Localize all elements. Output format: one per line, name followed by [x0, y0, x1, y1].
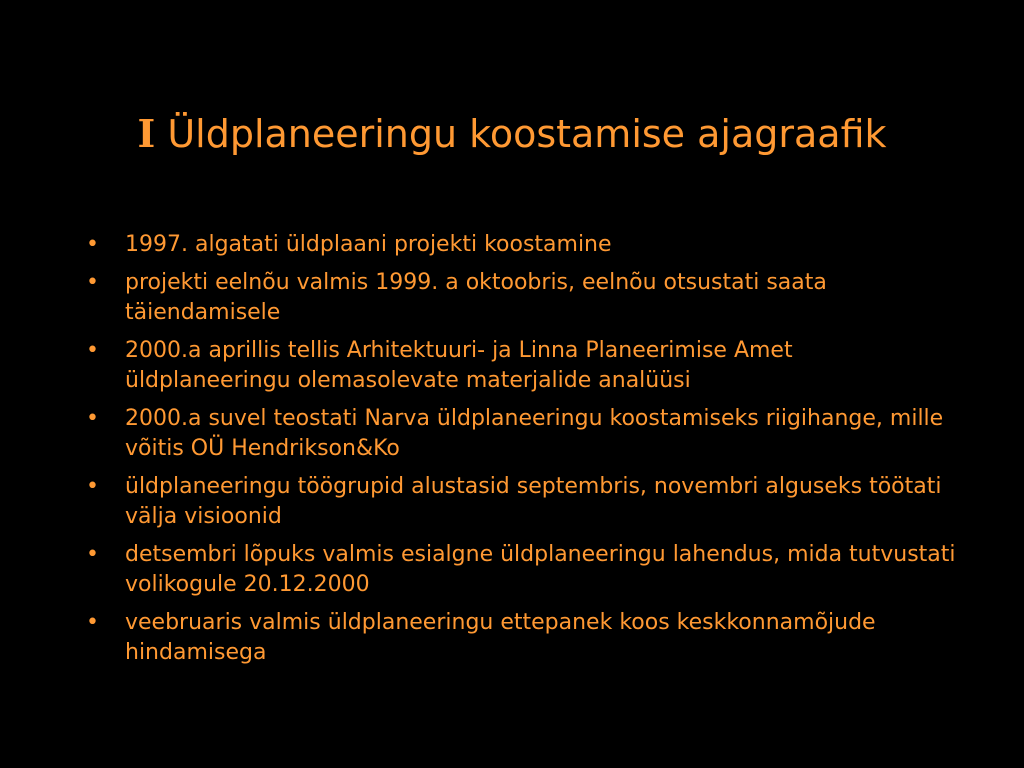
- bullet-list: [86, 230, 956, 676]
- bullet-icon: •: [86, 406, 99, 431]
- title-text: Üldplaneeringu koostamise ajagraafik: [155, 112, 887, 156]
- slide-title: [0, 110, 1024, 158]
- bullet-item: [86, 472, 956, 532]
- bullet-text: detsembri lõpuks valmis esialgne üldplaneeringu lahendus, mida tutvustati volikogule 20.12.2000: [125, 542, 956, 597]
- bullet-item: [86, 336, 956, 396]
- bullet-text: 2000.a suvel teostati Narva üldplaneeringu koostamiseks riigihange, mille võitis OÜ Hendrikson&Ko: [125, 406, 944, 461]
- bullet-icon: •: [86, 270, 99, 295]
- bullet-icon: •: [86, 542, 99, 567]
- title-numeral: I: [137, 111, 156, 156]
- bullet-text: 2000.a aprillis tellis Arhitektuuri- ja Linna Planeerimise Amet üldplaneeringu olemasolevate materjalide analüüsi: [125, 338, 793, 393]
- bullet-item: [86, 608, 956, 668]
- bullet-text: üldplaneeringu töögrupid alustasid septembris, novembri alguseks töötati välja visioonid: [125, 474, 942, 529]
- bullet-icon: •: [86, 474, 99, 499]
- bullet-icon: •: [86, 338, 99, 363]
- bullet-icon: •: [86, 232, 99, 257]
- bullet-item: [86, 268, 956, 328]
- bullet-text: veebruaris valmis üldplaneeringu ettepanek koos keskkonnamõjude hindamisega: [125, 610, 876, 665]
- bullet-item: [86, 540, 956, 600]
- bullet-text: projekti eelnõu valmis 1999. a oktoobris, eelnõu otsustati saata täiendamisele: [125, 270, 827, 325]
- bullet-text: 1997. algatati üldplaani projekti koostamine: [125, 232, 612, 257]
- bullet-item: [86, 230, 956, 260]
- bullet-icon: •: [86, 610, 99, 635]
- bullet-item: [86, 404, 956, 464]
